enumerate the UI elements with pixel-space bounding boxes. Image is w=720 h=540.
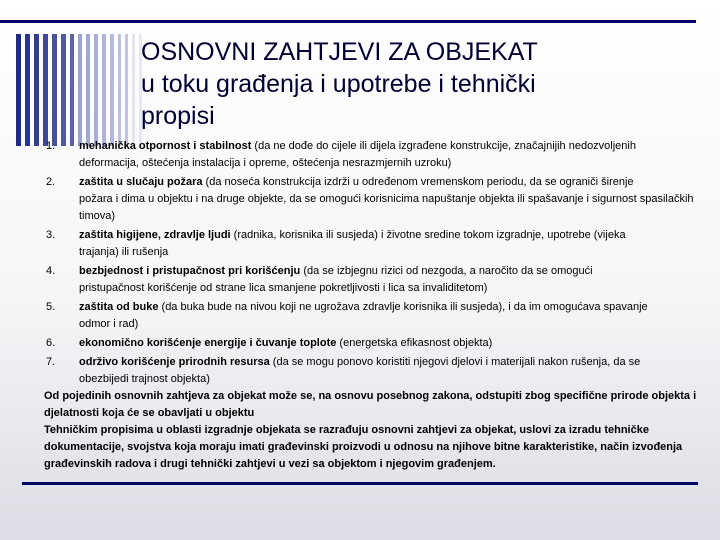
decorative-stripe	[118, 34, 121, 146]
item-number: 6.	[46, 337, 56, 349]
item-text: (da buka bude na nivou koji ne ugrožava zdravlje korisnika ili susjeda), i da im omogućava spavanje	[158, 301, 648, 313]
item-heading: zaštita od buke	[79, 301, 159, 313]
decorative-stripe	[43, 34, 48, 146]
decorative-stripe	[102, 34, 106, 146]
item-heading: održivo korišćenje prirodnih resursa	[79, 356, 270, 368]
decorative-stripe	[110, 34, 114, 146]
list-item	[44, 138, 712, 172]
item-number: 7.	[46, 356, 56, 368]
decorative-stripe	[132, 34, 135, 146]
decorative-stripe	[16, 34, 21, 146]
item-text: (energetska efikasnost objekta)	[336, 337, 493, 349]
title-line: OSNOVNI ZAHTJEVI ZA OBJEKAT	[141, 38, 538, 66]
item-heading: zaštita u slučaju požara	[79, 176, 203, 188]
bottom-rule	[22, 482, 698, 485]
decorative-stripe	[52, 34, 57, 146]
item-continuation: obezbijedi trajnost objekta)	[79, 373, 210, 385]
item-text: (da ne dođe do cijele ili dijela izgrađene konstrukcije, značajnijih nedozvoljenih	[251, 140, 636, 152]
item-text: (da noseća konstrukcija izdrži u određenom vremenskom periodu, da se ograniči širenje	[202, 176, 634, 188]
item-number: 2.	[46, 176, 56, 188]
body-paragraph: Tehničkim propisima u oblasti izgradnje objekata se razrađuju osnovni zahtjevi za objekat, uslovi za izradu tehničke dokumentacije, svojstva koja moraju imati građevinski proizvodi u odnosu na njihove bitne karakteristike, način izvođenja građevinskih radova i drugi tehnički zahtjevi u vezi sa objektom i njegovim građenjem.	[44, 424, 683, 470]
item-heading: bezbjednost i pristupačnost pri korišćenju	[79, 265, 301, 277]
item-continuation: trajanja) ili rušenja	[79, 246, 169, 258]
item-text: (da se izbjegnu rizici od nezgoda, a naročito da se omogući	[300, 265, 593, 277]
item-text: (radnika, korisnika ili susjeda) i životne sredine tokom izgradnje, upotrebe (vijeka	[230, 229, 626, 241]
item-heading: zaštita higijene, zdravlje ljudi	[79, 229, 231, 241]
item-number: 3.	[46, 229, 56, 241]
decorative-stripe	[94, 34, 98, 146]
decorative-stripe	[78, 34, 82, 146]
title-line: u toku građenja i upotrebe i tehnički	[141, 70, 536, 98]
body-paragraph: Od pojedinih osnovnih zahtjeva za objekat može se, na osnovu posebnog zakona, odstupiti zbog specifične prirode objekta i djelatnosti koja će se obavljati u objektu	[44, 390, 697, 419]
requirements-list	[44, 138, 712, 388]
slide-body	[44, 138, 712, 473]
item-number: 1.	[46, 140, 56, 152]
decorative-stripe	[70, 34, 74, 146]
top-rule	[0, 20, 696, 23]
item-continuation: požara i dima u objektu i na druge objekte, da se omogući korisnicima napuštanje objekta ili spašavanje i sigurnost spasilačkih timova)	[79, 193, 694, 222]
list-item	[44, 227, 712, 261]
title-line: propisi	[141, 102, 215, 130]
list-item	[44, 299, 712, 333]
list-item	[44, 335, 712, 352]
item-number: 5.	[46, 301, 56, 313]
item-continuation: deformacija, oštećenja instalacija i opreme, oštećenja nesrazmjernih uzroku)	[79, 157, 452, 169]
decorative-stripe	[34, 34, 39, 146]
slide-title	[141, 36, 701, 132]
list-item	[44, 354, 712, 388]
item-heading: ekonomično korišćenje energije i čuvanje toplote	[79, 337, 337, 349]
decorative-stripe	[61, 34, 66, 146]
item-text: (da se mogu ponovo koristiti njegovi djelovi i materijali nakon rušenja, da se	[269, 356, 641, 368]
decorative-stripe	[25, 34, 30, 146]
item-continuation: pristupačnost korišćenje od strane lica smanjene pokretljivosti i lica sa invaliditetom)	[79, 282, 488, 294]
decorative-stripe	[125, 34, 128, 146]
decorative-stripes	[16, 34, 146, 146]
list-item	[44, 263, 712, 297]
item-number: 4.	[46, 265, 56, 277]
item-continuation: odmor i rad)	[79, 318, 139, 330]
item-heading: mehanička otpornost i stabilnost	[79, 140, 252, 152]
list-item	[44, 174, 712, 225]
decorative-stripe	[86, 34, 90, 146]
